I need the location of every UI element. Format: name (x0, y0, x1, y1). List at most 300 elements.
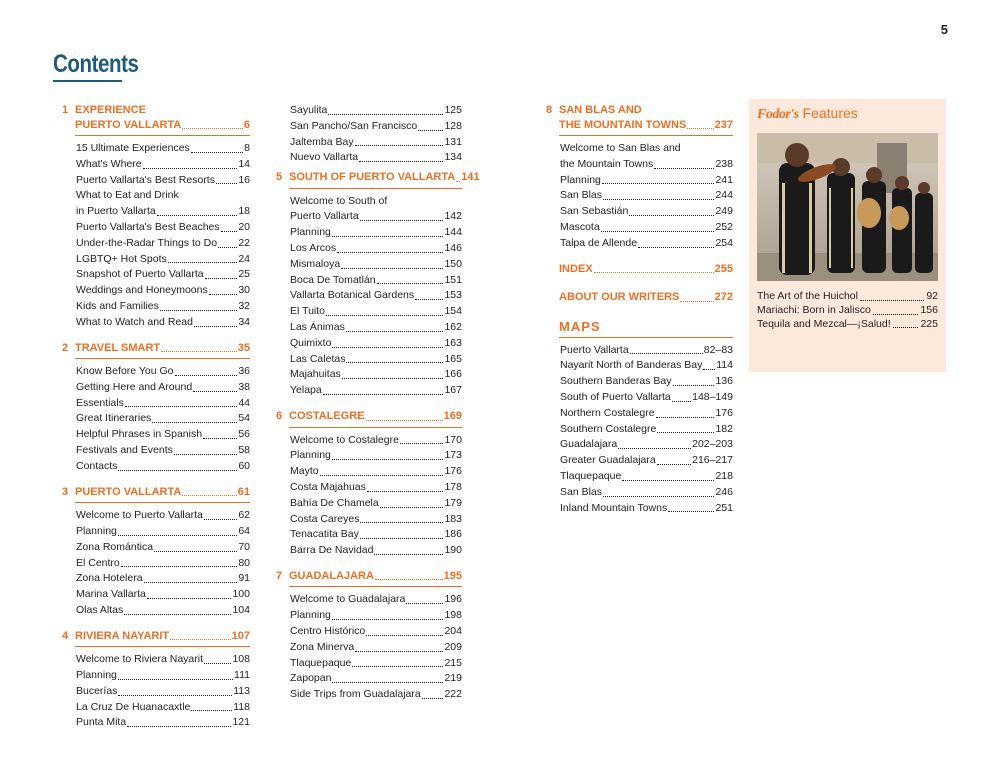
toc-entry[interactable] (62, 141, 250, 157)
chapter-title-text: PUERTO VALLARTA (75, 485, 182, 498)
entry-label: Zapopan (290, 672, 332, 685)
toc-entry[interactable] (62, 556, 250, 572)
entry-page-number: 44 (238, 396, 250, 409)
toc-entry-line (290, 336, 462, 352)
dot-leader (346, 331, 444, 332)
dot-leader (680, 301, 713, 302)
chapter-page-number: 169 (443, 410, 462, 423)
entry-label: Puerto Vallarta (560, 343, 629, 356)
toc-entry[interactable] (276, 288, 462, 304)
chapter-title-line (559, 290, 733, 305)
toc-entry-line (76, 299, 250, 315)
chapter-title (559, 290, 733, 305)
chapter-title-line (75, 485, 250, 500)
entry-label: Mayto (290, 465, 319, 478)
dot-leader (603, 199, 714, 200)
entry-label: Mascota (560, 220, 600, 233)
dot-leader (873, 314, 919, 315)
toc-entry[interactable] (62, 603, 250, 619)
toc-entry[interactable] (62, 188, 250, 220)
toc-entry[interactable] (546, 422, 733, 438)
toc-entry[interactable] (62, 396, 250, 412)
entry-page-number: 134 (444, 151, 462, 164)
toc-entry-line-continued (76, 188, 250, 204)
toc-entry-line (76, 427, 250, 443)
entry-label: Getting Here and Around (76, 380, 193, 393)
chapter-page-number: 35 (237, 341, 250, 354)
entry-label: Bucerías (76, 684, 118, 697)
dot-leader (406, 603, 443, 604)
dot-leader (127, 726, 231, 727)
entry-page-number: 179 (444, 496, 462, 509)
entry-page-number: 190 (444, 544, 462, 557)
toc-entry-line (76, 700, 250, 716)
dot-leader (147, 598, 232, 599)
entry-page-number: 70 (238, 540, 250, 553)
chapter-title-text: COSTALEGRE (289, 410, 365, 423)
feature-entry[interactable] (757, 304, 938, 318)
entry-label: 15 Ultimate Experiences (76, 142, 190, 154)
chapter-number: 1 (62, 104, 69, 116)
toc-entry[interactable] (276, 225, 462, 241)
toc-entry[interactable] (276, 320, 462, 336)
dot-leader (160, 310, 237, 311)
toc-entry-line (290, 592, 462, 608)
entry-page-number: 154 (444, 305, 462, 318)
chapter-title (289, 409, 462, 424)
toc-entry[interactable] (276, 480, 462, 496)
toc-entry[interactable] (276, 608, 462, 624)
toc-entry[interactable] (62, 411, 250, 427)
toc-entry[interactable] (62, 315, 250, 331)
toc-entry[interactable] (276, 512, 462, 528)
toc-entry[interactable] (276, 194, 462, 226)
toc-entry-line (560, 485, 733, 501)
toc-entry[interactable] (276, 103, 462, 119)
entry-label: Tlaquepaque (560, 469, 622, 482)
toc-entry-line (76, 396, 250, 412)
entry-label: Zona Minerva (290, 640, 355, 653)
toc-entry-line (76, 315, 250, 331)
chapter-title (289, 170, 480, 185)
entry-page-number: 25 (238, 268, 250, 281)
toc-entry[interactable] (276, 496, 462, 512)
entry-page-number: 216–217 (692, 454, 733, 467)
dot-leader (332, 236, 444, 237)
entry-label: Northern Costalegre (560, 406, 655, 419)
toc-entry[interactable] (276, 543, 462, 559)
entry-label: Majahuitas (290, 368, 341, 381)
entry-label: Welcome to Guadalajara (290, 593, 406, 606)
entry-page-number: 38 (238, 380, 250, 393)
dot-leader (618, 448, 691, 449)
toc-entry-line (76, 459, 250, 475)
entry-label: El Tuito (290, 305, 326, 318)
entry-label: Essentials (76, 396, 124, 409)
toc-entry[interactable] (276, 464, 462, 480)
entry-label: South of Puerto Vallarta (560, 390, 671, 403)
toc-entry-line (560, 406, 733, 422)
toc-entry-line (290, 671, 462, 687)
toc-entry-line (290, 527, 462, 543)
chapter-title-line (559, 103, 733, 118)
entry-label: What to Eat and Drink (76, 189, 179, 202)
chapter-title-text: EXPERIENCE (75, 104, 146, 116)
toc-entry[interactable] (276, 527, 462, 543)
toc-entry[interactable] (62, 652, 250, 668)
toc-entry[interactable] (276, 336, 462, 352)
entry-page-number: 178 (444, 480, 462, 493)
dot-leader (355, 145, 444, 146)
entry-label: Southern Costalegre (560, 422, 657, 435)
dot-leader (355, 651, 443, 652)
toc-entry[interactable] (546, 469, 733, 485)
chapter-section (276, 409, 462, 559)
toc-entry[interactable] (62, 540, 250, 556)
toc-entry[interactable] (276, 592, 462, 608)
dot-leader (456, 181, 460, 182)
maps-rule (559, 337, 733, 338)
toc-entry[interactable] (546, 358, 733, 374)
entry-label: Greater Guadalajara (560, 454, 656, 467)
toc-entry-line (76, 141, 250, 157)
dot-leader (326, 315, 443, 316)
chapter-title-line (289, 409, 462, 424)
entry-page-number: 252 (715, 220, 733, 233)
toc-entry[interactable] (276, 433, 462, 449)
entry-label: Guadalajara (560, 438, 618, 451)
dot-leader (118, 535, 237, 536)
entry-label: El Centro (76, 556, 120, 569)
toc-entry-line (76, 252, 250, 268)
title-underline (53, 80, 122, 82)
entry-page-number: 91 (238, 572, 250, 585)
entry-page-number: 162 (444, 321, 462, 334)
dot-leader (332, 347, 443, 348)
toc-entry[interactable] (62, 700, 250, 716)
toc-entry[interactable] (62, 283, 250, 299)
toc-entry[interactable] (62, 299, 250, 315)
toc-entry[interactable] (546, 173, 733, 189)
entry-page-number: 246 (715, 485, 733, 498)
toc-entry[interactable] (62, 684, 250, 700)
dot-leader (332, 682, 443, 683)
dot-leader (125, 406, 237, 407)
toc-entry[interactable] (546, 390, 733, 406)
chapter-heading[interactable] (546, 290, 733, 305)
chapter-page-number: 141 (461, 171, 480, 184)
entry-page-number: 118 (233, 700, 250, 713)
toc-entry[interactable] (62, 252, 250, 268)
entry-label: Welcome to Costalegre (290, 433, 399, 446)
toc-entry-line (560, 422, 733, 438)
toc-entry[interactable] (62, 236, 250, 252)
chapter-heading[interactable] (62, 103, 250, 132)
entry-page-number: 204 (444, 625, 462, 638)
entry-page-number: 249 (715, 205, 733, 218)
toc-entry[interactable] (276, 352, 462, 368)
toc-entry[interactable] (62, 587, 250, 603)
page-title: Contents (53, 50, 139, 78)
feature-entry[interactable] (757, 290, 938, 304)
toc-entry[interactable] (276, 150, 462, 166)
toc-entry[interactable] (546, 188, 733, 204)
feature-page-number: 225 (920, 317, 938, 330)
entry-label: Tlaquepaque (290, 656, 352, 669)
entry-label: Centro Histórico (290, 625, 366, 638)
toc-entry-line (290, 464, 462, 480)
toc-entry[interactable] (546, 501, 733, 517)
toc-entry-line (290, 433, 462, 449)
dot-leader (182, 495, 236, 496)
toc-column-2 (276, 103, 480, 713)
dot-leader (360, 522, 443, 523)
dot-leader (418, 130, 443, 131)
entry-page-number: 36 (238, 365, 250, 378)
toc-entry[interactable] (62, 380, 250, 396)
toc-entry[interactable] (276, 640, 462, 656)
maps-section (546, 319, 733, 517)
entry-label: Puerto Vallarta (290, 210, 359, 223)
toc-entry[interactable] (276, 448, 462, 464)
toc-entry[interactable] (62, 443, 250, 459)
toc-entry[interactable] (276, 257, 462, 273)
toc-entry[interactable] (62, 715, 250, 731)
chapter-title-text: THE MOUNTAIN TOWNS (559, 118, 687, 131)
dot-leader (638, 247, 714, 248)
chapter-heading[interactable] (276, 170, 480, 185)
entry-page-number: 218 (715, 469, 733, 482)
toc-entry-line (290, 687, 462, 703)
toc-entry-line (560, 469, 733, 485)
chapter-heading[interactable] (62, 485, 250, 500)
entry-label: the Mountain Towns (560, 157, 654, 170)
dot-leader (203, 438, 237, 439)
toc-entry[interactable] (276, 135, 462, 151)
chapter-heading[interactable] (62, 629, 250, 644)
mariachi-photo (757, 133, 938, 281)
chapter-page-number: 237 (714, 118, 733, 131)
entry-page-number: 251 (715, 501, 733, 514)
toc-entry[interactable] (546, 437, 733, 453)
dot-leader (216, 183, 237, 184)
entry-page-number: 186 (444, 528, 462, 541)
entry-page-number: 163 (444, 336, 462, 349)
toc-entry[interactable] (276, 656, 462, 672)
toc-entry[interactable] (276, 304, 462, 320)
toc-entry-line (560, 390, 733, 406)
toc-entry[interactable] (546, 343, 733, 359)
toc-entry[interactable] (276, 383, 462, 399)
entry-label: Zona Hotelera (76, 572, 143, 585)
toc-entry-line (76, 571, 250, 587)
entry-page-number: 62 (238, 509, 250, 522)
chapter-page-number: 195 (443, 569, 462, 582)
chapter-rule (289, 427, 462, 428)
toc-entry[interactable] (276, 687, 462, 703)
dot-leader (332, 619, 444, 620)
toc-entry-line (290, 383, 462, 399)
dot-leader (366, 420, 443, 421)
dot-leader (346, 362, 443, 363)
dot-leader (377, 283, 444, 284)
toc-entry[interactable] (546, 220, 733, 236)
chapter-title-line (75, 629, 250, 644)
toc-entry-line (290, 209, 462, 225)
toc-entry[interactable] (546, 236, 733, 252)
dot-leader (415, 299, 443, 300)
chapter-4-continued (276, 103, 462, 166)
chapter-heading[interactable] (62, 341, 250, 356)
entry-page-number: 108 (232, 653, 250, 666)
dot-leader (602, 183, 715, 184)
toc-entry[interactable] (546, 141, 733, 173)
entry-label: LGBTQ+ Hot Spots (76, 252, 167, 265)
toc-entry[interactable] (276, 273, 462, 289)
chapter-number: 5 (276, 171, 283, 184)
chapter-section (546, 103, 733, 252)
entry-page-number: 24 (238, 252, 250, 265)
dot-leader (332, 459, 444, 460)
entry-page-number: 128 (444, 119, 462, 132)
entry-label: Punta Mita (76, 716, 127, 729)
entry-page-number: 22 (238, 236, 250, 249)
entry-page-number: 254 (715, 236, 733, 249)
features-box (749, 99, 946, 372)
toc-entry-line (290, 135, 462, 151)
entry-page-number: 60 (238, 459, 250, 472)
dot-leader (629, 215, 714, 216)
dot-leader (193, 391, 237, 392)
dot-leader (359, 161, 443, 162)
entry-label: Welcome to Riviera Nayarit (76, 653, 204, 666)
toc-entry[interactable] (276, 119, 462, 135)
dot-leader (221, 231, 238, 232)
dot-leader (367, 491, 444, 492)
entry-label: Weddings and Honeymoons (76, 284, 208, 297)
entry-page-number: 8 (244, 142, 250, 154)
entry-page-number: 18 (238, 205, 250, 218)
entry-page-number: 56 (238, 428, 250, 441)
toc-entry[interactable] (62, 267, 250, 283)
chapter-title-line (559, 118, 733, 133)
entry-page-number: 64 (238, 524, 250, 537)
dot-leader (323, 394, 444, 395)
toc-entry-line-continued (560, 141, 733, 157)
chapter-rule (289, 586, 462, 587)
toc-entry[interactable] (276, 367, 462, 383)
entry-page-number: 209 (444, 640, 462, 653)
dot-leader (218, 247, 237, 248)
toc-entry[interactable] (62, 173, 250, 189)
toc-entry[interactable] (546, 204, 733, 220)
entry-label: San Blas (560, 485, 603, 498)
dot-leader (170, 639, 231, 640)
toc-entry[interactable] (62, 668, 250, 684)
dot-leader (375, 579, 443, 580)
chapter-rule (289, 188, 462, 189)
entry-label: Bahía De Chamela (290, 496, 379, 509)
dot-leader (204, 663, 231, 664)
entry-label: Festivals and Events (76, 444, 173, 457)
toc-entry-line (290, 496, 462, 512)
entry-page-number: 104 (232, 603, 250, 616)
chapter-heading[interactable] (276, 569, 462, 584)
entry-page-number: 173 (444, 449, 462, 462)
toc-entry[interactable] (546, 485, 733, 501)
toc-entry-line (560, 220, 733, 236)
entry-page-number: 183 (444, 512, 462, 525)
toc-entry[interactable] (546, 374, 733, 390)
chapter-page-number: 61 (237, 485, 250, 498)
toc-entry-line (560, 343, 733, 359)
toc-entry[interactable] (546, 453, 733, 469)
feature-entry[interactable] (757, 318, 938, 332)
dot-leader (175, 375, 238, 376)
entry-page-number: 196 (444, 593, 462, 606)
toc-entry[interactable] (62, 220, 250, 236)
entry-page-number: 114 (716, 359, 733, 372)
toc-entry[interactable] (62, 459, 250, 475)
dot-leader (328, 114, 443, 115)
chapter-title-line (559, 262, 733, 277)
chapter-title-text: SOUTH OF PUERTO VALLARTA (289, 171, 456, 184)
entry-page-number: 54 (238, 412, 250, 425)
entry-page-number: 34 (238, 315, 250, 328)
toc-entry[interactable] (276, 241, 462, 257)
toc-entry-line (560, 204, 733, 220)
chapter-heading[interactable] (276, 409, 462, 424)
toc-entry-line (290, 512, 462, 528)
entry-label: Kids and Families (76, 299, 159, 312)
dot-leader (168, 262, 238, 263)
entry-page-number: 80 (238, 556, 250, 569)
chapter-title-line (75, 341, 250, 356)
toc-entry-line (76, 540, 250, 556)
chapter-rule (75, 646, 250, 647)
toc-entry[interactable] (62, 508, 250, 524)
dot-leader (380, 507, 444, 508)
entry-page-number: 198 (444, 609, 462, 622)
entry-page-number: 238 (715, 157, 733, 170)
chapter-number: 6 (276, 410, 283, 423)
entry-label: Jaltemba Bay (290, 135, 354, 148)
toc-entry[interactable] (62, 364, 250, 380)
entry-page-number: 131 (444, 135, 462, 148)
toc-entry[interactable] (276, 671, 462, 687)
toc-entry[interactable] (62, 427, 250, 443)
toc-entry-line (560, 437, 733, 453)
entry-page-number: 166 (444, 368, 462, 381)
chapter-section (546, 262, 733, 277)
entry-label: La Cruz De Huanacaxtle (76, 700, 191, 713)
chapter-heading[interactable] (546, 103, 733, 132)
entry-page-number: 167 (444, 384, 462, 397)
toc-entry-line (290, 543, 462, 559)
toc-entry[interactable] (546, 406, 733, 422)
toc-entry[interactable] (62, 571, 250, 587)
entry-label: Yelapa (290, 384, 322, 397)
toc-entry-line (560, 188, 733, 204)
chapter-rule (559, 135, 733, 136)
toc-entry[interactable] (62, 524, 250, 540)
mariachi-illustration (757, 133, 938, 281)
chapter-number: 7 (276, 569, 283, 582)
chapter-number (546, 290, 559, 305)
chapter-heading[interactable] (546, 262, 733, 277)
toc-entry[interactable] (62, 157, 250, 173)
toc-entry[interactable] (276, 624, 462, 640)
